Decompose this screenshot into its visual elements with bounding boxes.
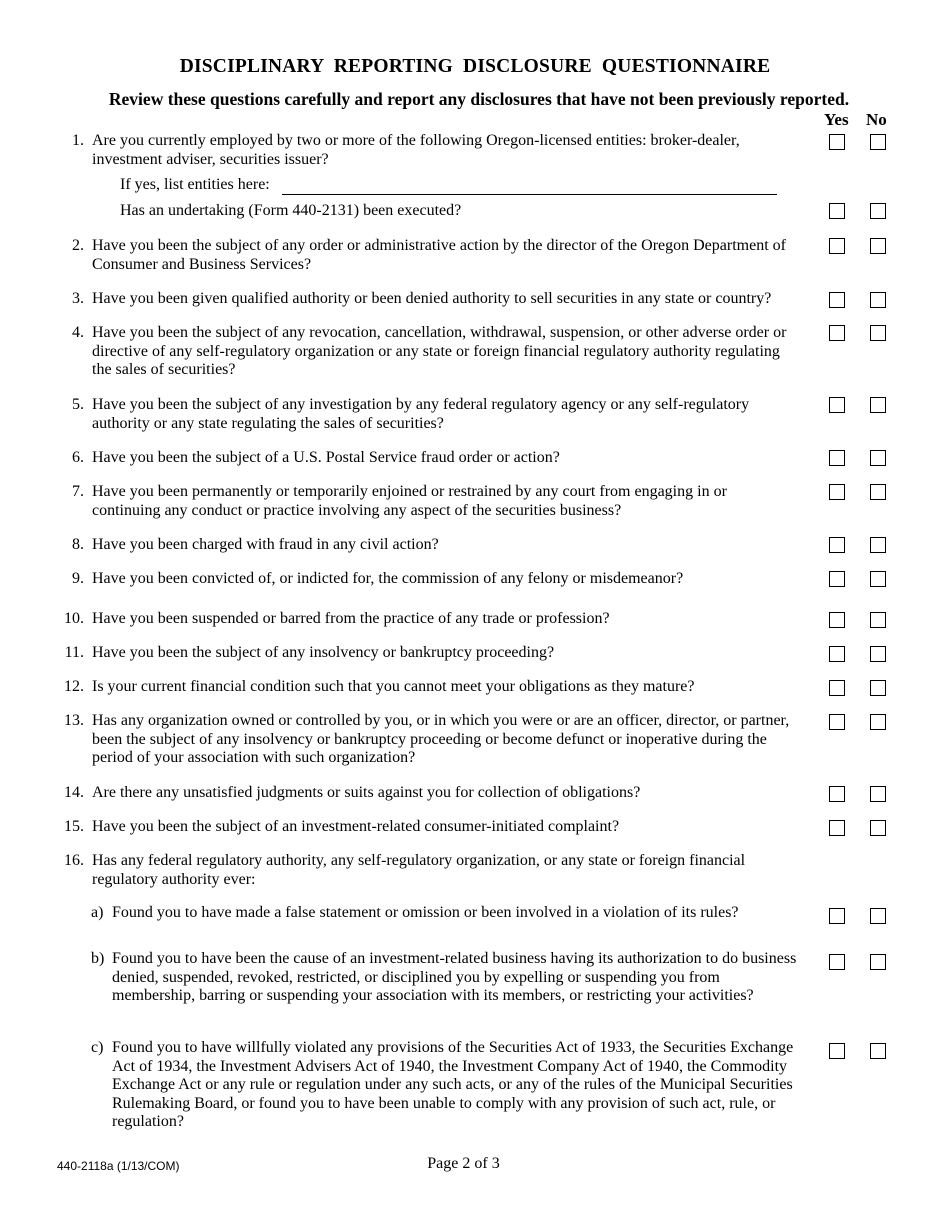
question-number: 16. (64, 852, 84, 869)
q3-yes-checkbox[interactable] (829, 292, 845, 308)
question-15-text: Have you been the subject of an investment-related consumer-initiated complaint? (92, 818, 620, 835)
q5-no-checkbox[interactable] (870, 397, 886, 413)
question-12-text: Is your current financial condition such that you cannot meet your obligations as they mature? (92, 678, 695, 695)
q11-yes-checkbox[interactable] (829, 646, 845, 662)
q16b-yes-checkbox[interactable] (829, 954, 845, 970)
q15-yes-checkbox[interactable] (829, 820, 845, 836)
question-4-text: Have you been the subject of any revocation, cancellation, withdrawal, suspension, or other adverse order or directive of any self-regulatory organization or any state or foreign financial regulatory authority regulating the sales of securities? (92, 324, 787, 378)
question-number: 4. (72, 324, 84, 341)
q15-no-checkbox[interactable] (870, 820, 886, 836)
q5-yes-checkbox[interactable] (829, 397, 845, 413)
q1-list-label: If yes, list entities here: (120, 176, 270, 193)
q12-yes-checkbox[interactable] (829, 680, 845, 696)
question-11-text: Have you been the subject of any insolvency or bankruptcy proceeding? (92, 644, 555, 661)
question-number: 14. (64, 784, 84, 801)
form-title: DISCIPLINARY REPORTING DISCLOSURE QUESTIONNAIRE (179, 56, 771, 77)
q6-no-checkbox[interactable] (870, 450, 886, 466)
question-3-text: Have you been given qualified authority or been denied authority to sell securities in any state or country? (92, 290, 772, 307)
form-number: 440-2118a (1/13/COM) (57, 1159, 180, 1173)
q4-no-checkbox[interactable] (870, 325, 886, 341)
question-number: 15. (64, 818, 84, 835)
q16a-letter: a) (91, 904, 104, 921)
question-number: 8. (72, 536, 84, 553)
q16c-yes-checkbox[interactable] (829, 1043, 845, 1059)
question-number: 13. (64, 712, 84, 729)
question-number: 5. (72, 396, 84, 413)
question-5-text: Have you been the subject of any investigation by any federal regulatory agency or any self-regulatory authority or any state regulating the sales of securities? (92, 396, 750, 432)
question-number: 3. (72, 290, 84, 307)
question-7-text: Have you been permanently or temporarily enjoined or restrained by any court from engaging in or continuing any conduct or practice involving any aspect of the securities business? (92, 483, 727, 519)
q7-yes-checkbox[interactable] (829, 484, 845, 500)
question-13-text: Has any organization owned or controlled by you, or in which you were or are an officer, director, or partner, been the subject of any insolvency or bankruptcy proceeding or become defunct or inoperative during the period of your association with such organization? (92, 712, 790, 766)
question-number: 11. (64, 644, 84, 661)
q9-yes-checkbox[interactable] (829, 571, 845, 587)
q1-undertaking-text: Has an undertaking (Form 440-2131) been executed? (120, 202, 462, 219)
question-14-text: Are there any unsatisfied judgments or suits against you for collection of obligations? (92, 784, 641, 801)
question-number: 6. (72, 449, 84, 466)
q16b-letter: b) (91, 950, 105, 967)
q7-no-checkbox[interactable] (870, 484, 886, 500)
question-number: 9. (72, 570, 84, 587)
question-number: 1. (72, 132, 84, 149)
q1-yes-checkbox[interactable] (829, 134, 845, 150)
no-column-header: No (866, 110, 887, 129)
q9-no-checkbox[interactable] (870, 571, 886, 587)
q2-no-checkbox[interactable] (870, 238, 886, 254)
q1-undertaking-yes-checkbox[interactable] (829, 203, 845, 219)
q16a-yes-checkbox[interactable] (829, 908, 845, 924)
q16b-text: Found you to have been the cause of an investment-related business having its authorization to do business denied, suspended, revoked, restricted, or disciplined you by expelling or suspending you from membership, barring or suspending your association with its members, or restricting your activities? (112, 950, 797, 1004)
question-1-text: Are you currently employed by two or more of the following Oregon-licensed entities: broker-dealer, investment adviser, securities issuer? (92, 132, 740, 168)
q8-yes-checkbox[interactable] (829, 537, 845, 553)
q12-no-checkbox[interactable] (870, 680, 886, 696)
yes-column-header: Yes (824, 110, 849, 129)
question-number: 10. (64, 610, 84, 627)
question-6-text: Have you been the subject of a U.S. Postal Service fraud order or action? (92, 449, 560, 466)
q16c-no-checkbox[interactable] (870, 1043, 886, 1059)
q10-yes-checkbox[interactable] (829, 612, 845, 628)
q1-no-checkbox[interactable] (870, 134, 886, 150)
form-instructions: Review these questions carefully and report any disclosures that have not been previously reported. (108, 89, 850, 109)
question-8-text: Have you been charged with fraud in any civil action? (92, 536, 439, 553)
q16c-text: Found you to have willfully violated any provisions of the Securities Act of 1933, the Securities Exchange Act of 1934, the Investment Advisers Act of 1940, the Investment Company Act of 1940, the Commodity Exchange Act or any rule or regulation under any such acts, or any of the rules of the Municipal Securities Rulemaking Board, or found you to have been unable to comply with any provision of such act, rule, or regulation? (112, 1039, 794, 1130)
q16a-text: Found you to have made a false statement or omission or been involved in a violation of its rules? (112, 904, 739, 921)
q1-entities-input[interactable] (282, 194, 777, 195)
q14-no-checkbox[interactable] (870, 786, 886, 802)
q13-yes-checkbox[interactable] (829, 714, 845, 730)
question-9-text: Have you been convicted of, or indicted for, the commission of any felony or misdemeanor? (92, 570, 684, 587)
question-2-text: Have you been the subject of any order or administrative action by the director of the Oregon Department of Consumer and Business Services? (92, 237, 786, 273)
q13-no-checkbox[interactable] (870, 714, 886, 730)
q2-yes-checkbox[interactable] (829, 238, 845, 254)
q4-yes-checkbox[interactable] (829, 325, 845, 341)
question-number: 12. (64, 678, 84, 695)
q1-undertaking-no-checkbox[interactable] (870, 203, 886, 219)
page-number: Page 2 of 3 (427, 1155, 500, 1172)
q10-no-checkbox[interactable] (870, 612, 886, 628)
q6-yes-checkbox[interactable] (829, 450, 845, 466)
question-number: 2. (72, 237, 84, 254)
question-number: 7. (72, 483, 84, 500)
question-10-text: Have you been suspended or barred from the practice of any trade or profession? (92, 610, 610, 627)
q14-yes-checkbox[interactable] (829, 786, 845, 802)
q8-no-checkbox[interactable] (870, 537, 886, 553)
question-16-text: Has any federal regulatory authority, any self-regulatory organization, or any state or foreign financial regulatory authority ever: (92, 852, 746, 888)
q16c-letter: c) (91, 1039, 104, 1056)
q11-no-checkbox[interactable] (870, 646, 886, 662)
q3-no-checkbox[interactable] (870, 292, 886, 308)
q16b-no-checkbox[interactable] (870, 954, 886, 970)
q16a-no-checkbox[interactable] (870, 908, 886, 924)
